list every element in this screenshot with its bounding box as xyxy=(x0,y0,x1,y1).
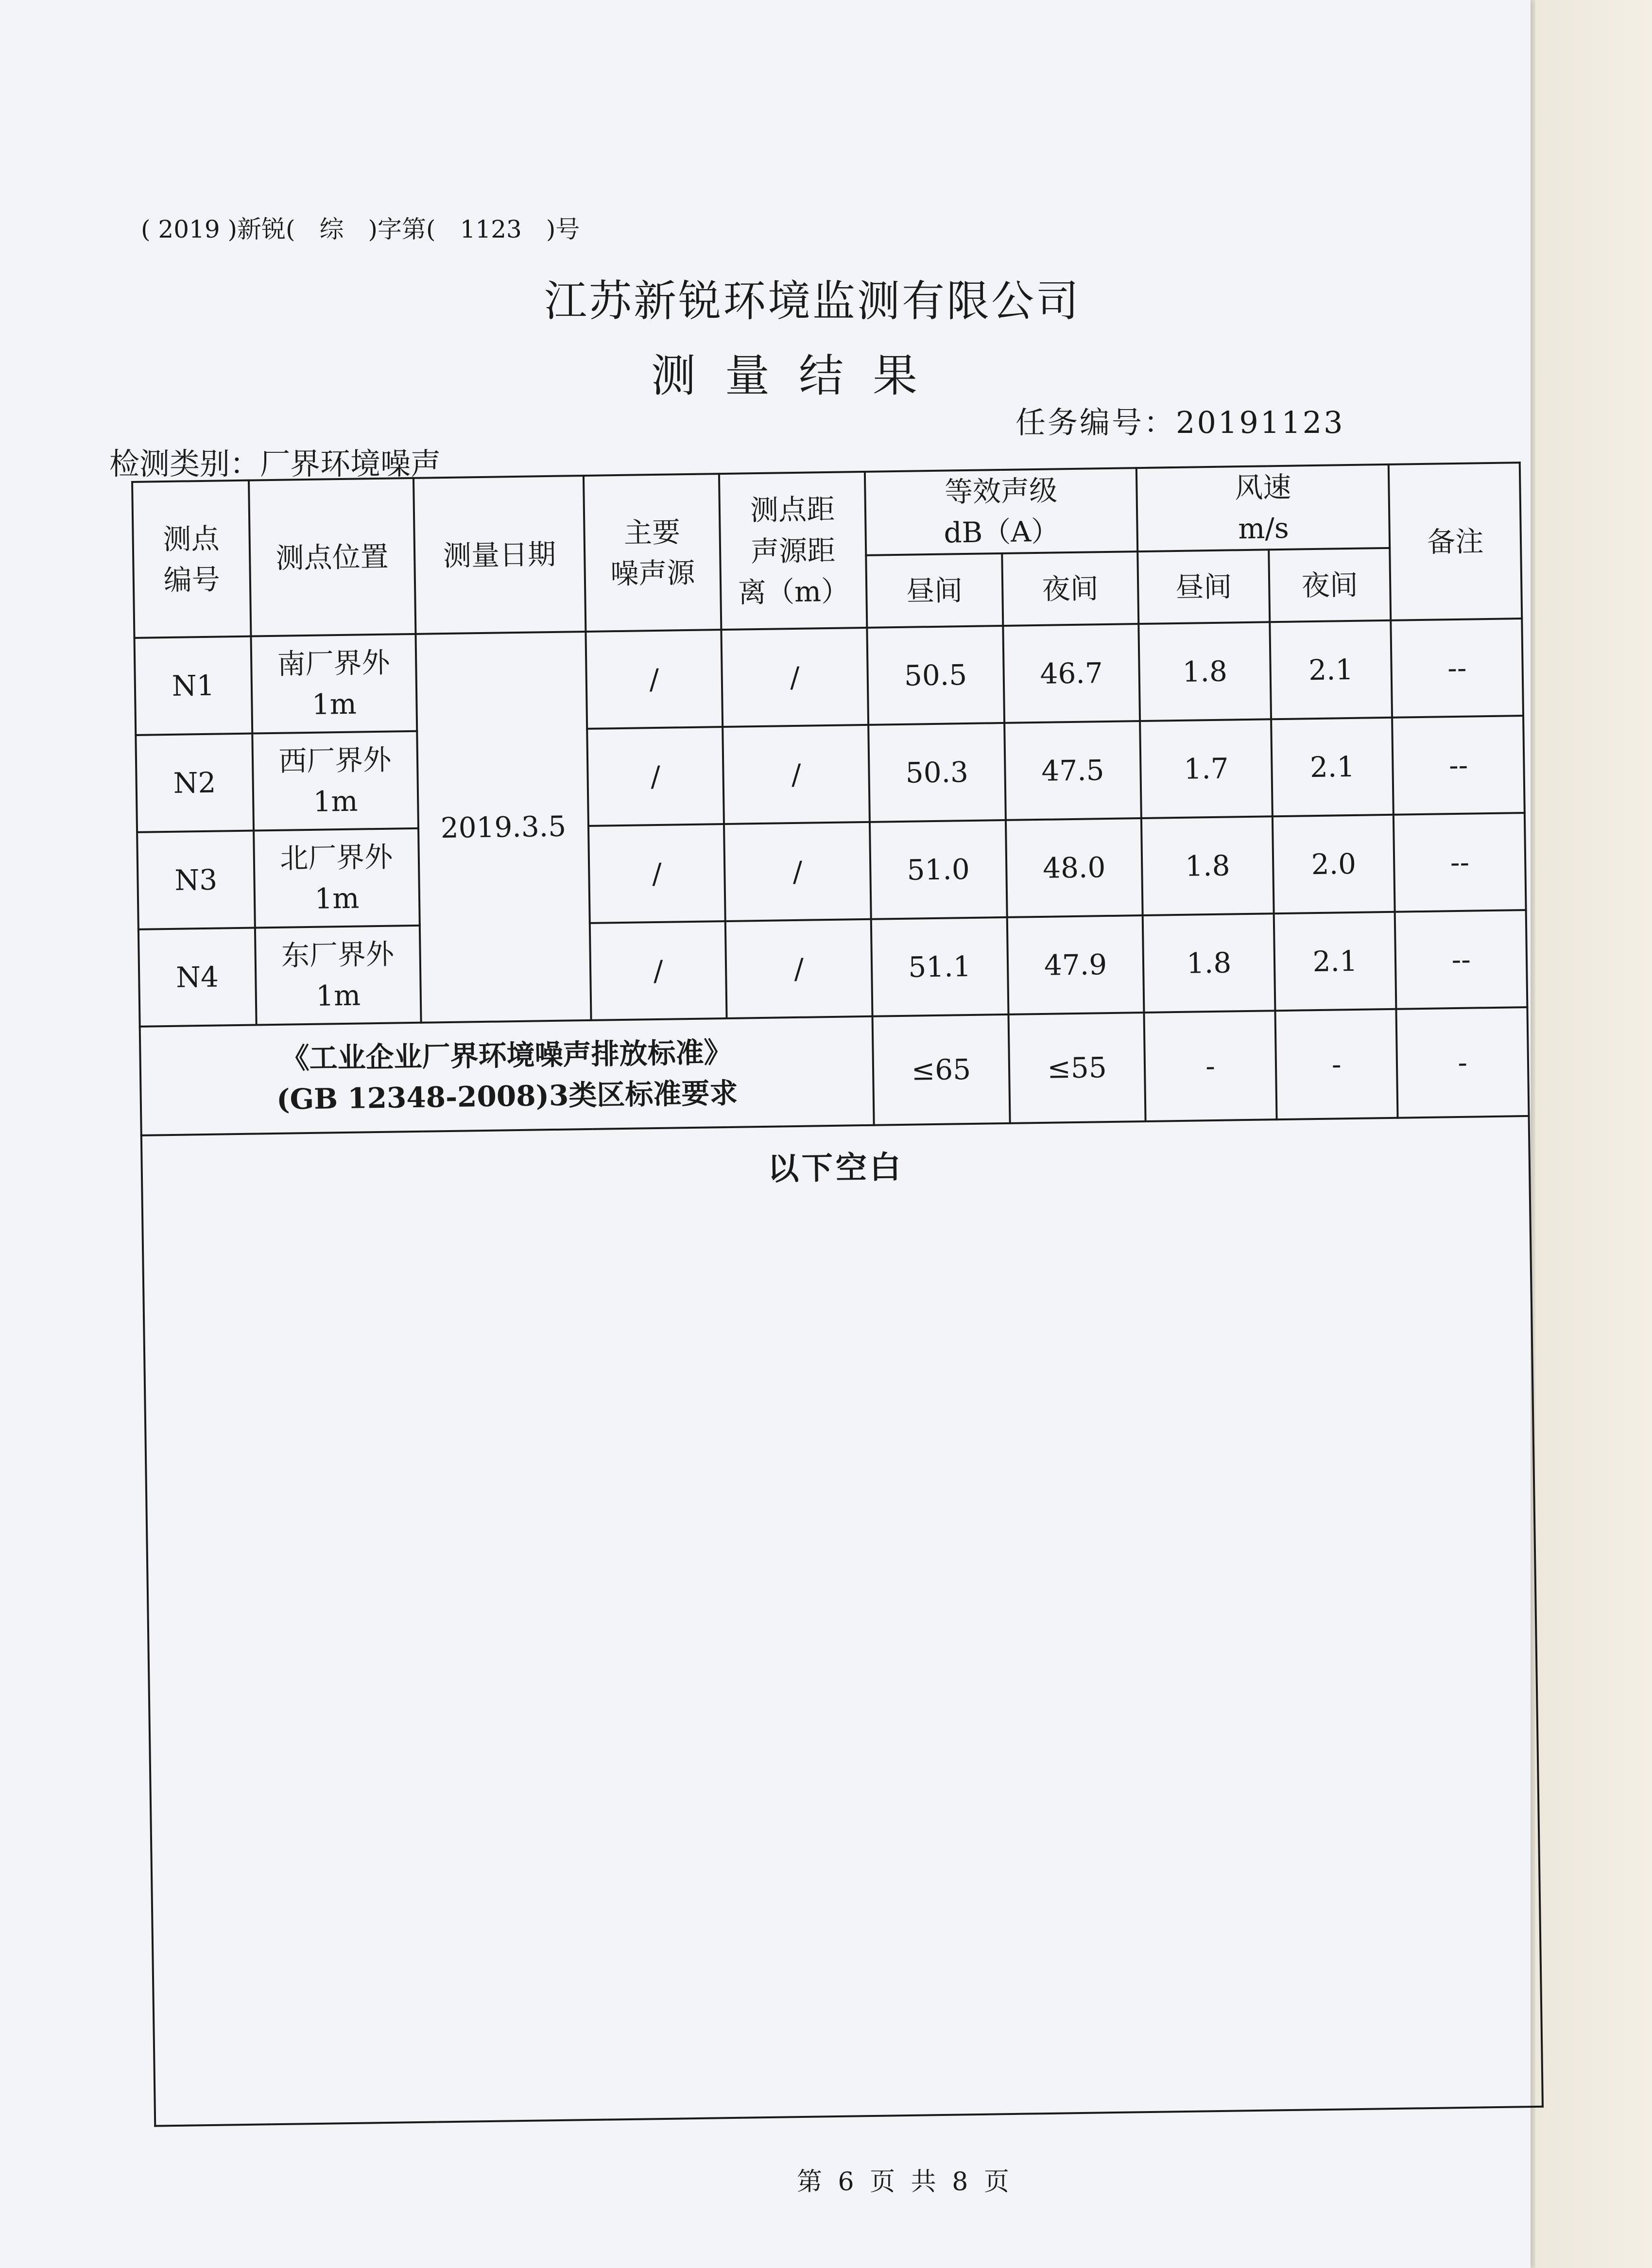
remark-cell: -- xyxy=(1393,716,1525,815)
wind-night-cell: 2.1 xyxy=(1270,620,1392,719)
standard-row xyxy=(140,1007,1529,1135)
leq-night-cell: 47.5 xyxy=(1004,721,1141,820)
company-name: 江苏新锐环境监测有限公司 xyxy=(544,276,1081,326)
col-date: 测量日期 xyxy=(413,476,585,634)
distance-cell: / xyxy=(725,919,872,1018)
wind-day-cell: 1.8 xyxy=(1141,816,1273,915)
remark-cell: -- xyxy=(1394,813,1526,912)
location-cell: 东厂界外 1m xyxy=(255,926,421,1025)
leq-day-cell: 51.0 xyxy=(870,820,1007,919)
standard-text: 《工业企业厂界环境噪声排放标准》 (GB 12348-2008)3类区标准要求 xyxy=(140,1016,874,1135)
point-id-cell: N1 xyxy=(135,636,252,735)
document-number: ( 2019 )新锐( 综 )字第( 1123 )号 xyxy=(141,215,580,243)
leq-night-cell: 47.9 xyxy=(1007,915,1144,1014)
point-id-cell: N4 xyxy=(138,928,256,1027)
task-label: 任务编号： xyxy=(1015,405,1176,440)
wind-day-cell: 1.8 xyxy=(1139,622,1271,722)
task-number xyxy=(1015,398,1345,442)
source-cell: / xyxy=(585,630,723,729)
table-row xyxy=(138,910,1528,1027)
point-id-cell: N2 xyxy=(136,734,253,832)
category-value: 厂界环境噪声 xyxy=(260,446,441,481)
source-cell: / xyxy=(587,727,724,826)
task-value: 20191123 xyxy=(1176,405,1345,440)
col-remark: 备注 xyxy=(1389,463,1522,620)
col-wind-group: 风速 m/s xyxy=(1136,464,1390,551)
source-cell: / xyxy=(588,824,725,923)
leq-day-cell: 50.5 xyxy=(867,626,1004,725)
date-cell: 2019.3.5 xyxy=(415,632,591,1023)
distance-cell: / xyxy=(724,822,871,921)
col-leq-night: 夜间 xyxy=(1002,551,1139,626)
remark-cell: -- xyxy=(1391,619,1523,718)
remark-cell: -- xyxy=(1395,910,1527,1009)
table-row xyxy=(136,716,1525,832)
col-distance: 测点距 声源距 离（m） xyxy=(719,472,867,630)
wind-day-cell: 1.8 xyxy=(1143,913,1275,1013)
col-leq-day: 昼间 xyxy=(866,553,1003,628)
table-row xyxy=(137,813,1526,929)
distance-cell: / xyxy=(722,628,868,727)
source-cell: / xyxy=(590,921,727,1020)
distance-cell: / xyxy=(723,725,869,824)
underlying-page-edge xyxy=(1535,0,1652,2268)
location-cell: 南厂界外 1m xyxy=(251,634,417,734)
wind-night-cell: 2.0 xyxy=(1273,815,1395,913)
leq-night-cell: 46.7 xyxy=(1003,624,1140,723)
col-wind-day: 昼间 xyxy=(1137,550,1270,624)
page-number: 第 6 页 共 8 页 xyxy=(797,2167,1013,2197)
wind-day-cell: 1.7 xyxy=(1140,719,1272,818)
col-source: 主要 噪声源 xyxy=(584,474,722,632)
standard-day-limit: ≤65 xyxy=(873,1014,1010,1125)
col-location: 测点位置 xyxy=(249,478,416,636)
leq-day-cell: 50.3 xyxy=(868,723,1005,822)
blank-area xyxy=(141,1116,1543,2126)
report-title: 测量结果 xyxy=(651,350,947,402)
leq-day-cell: 51.1 xyxy=(871,917,1008,1016)
standard-night-limit: ≤55 xyxy=(1008,1013,1146,1123)
measurement-table xyxy=(131,462,1544,2127)
standard-remark: - xyxy=(1396,1007,1529,1118)
location-cell: 西厂界外 1m xyxy=(252,731,418,831)
wind-night-cell: 2.1 xyxy=(1273,912,1396,1011)
blank-note: 以下空白 xyxy=(767,1149,904,1188)
col-wind-night: 夜间 xyxy=(1269,548,1391,622)
blank-row xyxy=(141,1116,1543,2126)
point-id-cell: N3 xyxy=(137,831,255,929)
col-point-id: 测点 编号 xyxy=(132,481,251,638)
standard-wind-day: - xyxy=(1144,1011,1277,1121)
detection-category xyxy=(109,440,441,483)
wind-night-cell: 2.1 xyxy=(1271,718,1394,816)
col-leq-group: 等效声级 dB（A） xyxy=(865,468,1138,555)
table-row xyxy=(135,619,1524,735)
leq-night-cell: 48.0 xyxy=(1006,818,1143,917)
category-label: 检测类别： xyxy=(109,446,260,481)
standard-wind-night: - xyxy=(1275,1009,1398,1119)
location-cell: 北厂界外 1m xyxy=(254,828,420,928)
